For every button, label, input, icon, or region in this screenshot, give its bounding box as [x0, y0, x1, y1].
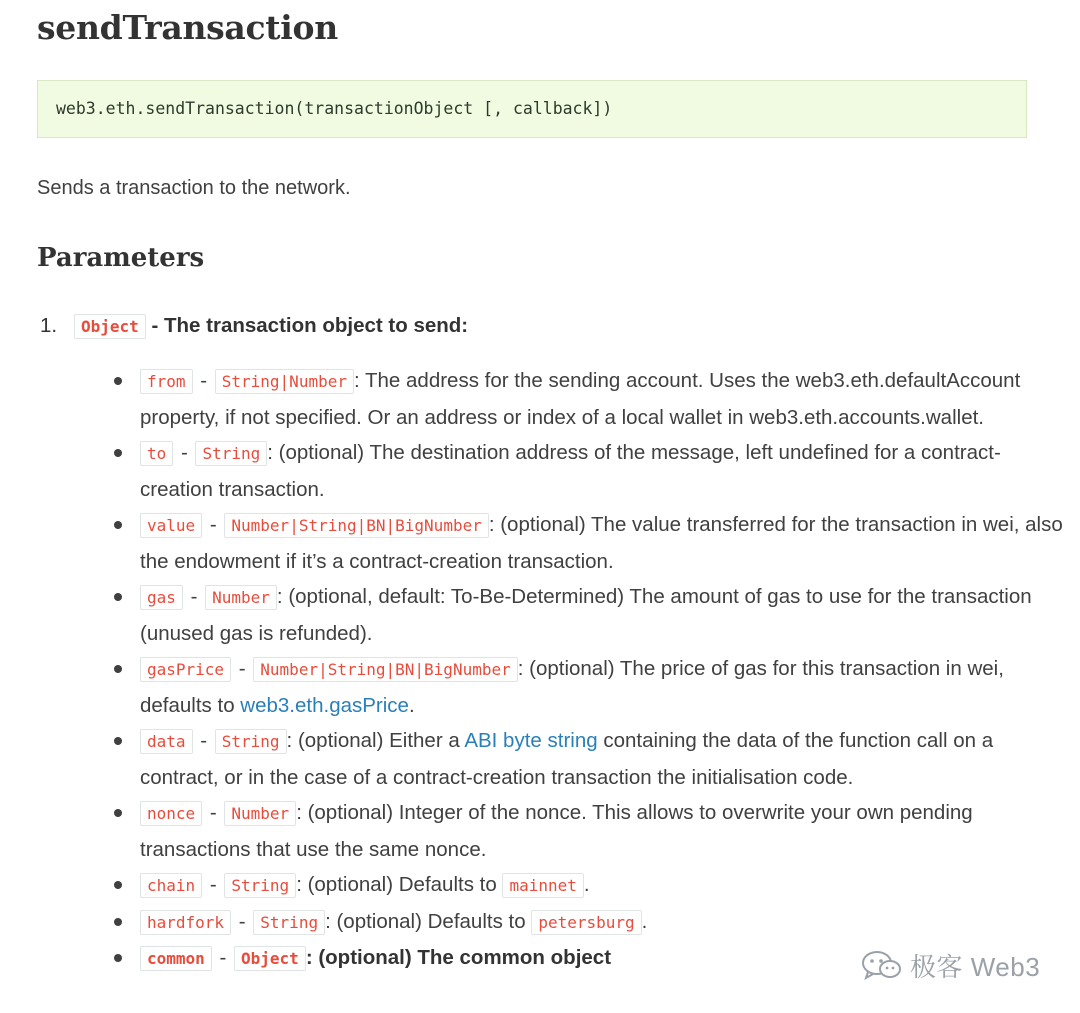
field-name: hardfork — [140, 910, 231, 935]
field-name: common — [140, 946, 212, 971]
field-type: Object — [234, 946, 306, 971]
field-description-end: . — [408, 693, 415, 717]
field-name: nonce — [140, 801, 202, 826]
bullet-icon — [114, 665, 122, 673]
parameter-type: Object — [74, 314, 146, 339]
field-description: : (optional) The common object — [305, 946, 612, 969]
separator: - — [233, 909, 252, 933]
field-description-end: . — [583, 873, 590, 896]
parameter-1 — [37, 310, 1029, 343]
separator: - — [175, 441, 194, 464]
bullet-icon — [114, 918, 122, 926]
separator: - — [194, 729, 213, 752]
bullet-icon — [114, 954, 122, 962]
default-value: mainnet — [502, 873, 583, 898]
transaction-fields-list — [140, 363, 1070, 977]
field-name: to — [140, 441, 173, 466]
field-description-end: containing the data of the function call on a contract, or in the case of a contract-creation transaction the initialisation code. — [140, 729, 994, 789]
field-link[interactable]: ABI byte string — [464, 729, 598, 752]
bullet-icon — [114, 377, 122, 385]
parameter-number: 1. — [40, 314, 58, 337]
bullet-icon — [114, 521, 122, 529]
method-description: Sends a transaction to the network. — [37, 177, 351, 199]
method-signature: web3.eth.sendTransaction(transactionObject [, callback]) — [37, 80, 1027, 138]
field-name: gas — [140, 585, 183, 610]
field-item-nonce — [140, 795, 1070, 867]
field-type: String|Number — [215, 369, 354, 394]
separator: - — [204, 801, 223, 824]
parameters-heading: Parameters — [37, 243, 205, 273]
field-description: : (optional) Either a — [286, 729, 465, 752]
field-description: : (optional, default: To-Be-Determined) The amount of gas to use for the transaction (unused gas is refunded). — [140, 585, 1032, 645]
field-name: from — [140, 369, 193, 394]
field-description: : The address for the sending account. Uses the web3.eth.defaultAccount property, if not specified. Or an address or index of a local wallet in web3.eth.accounts.wallet. — [140, 369, 1021, 429]
field-description-end: . — [641, 909, 648, 933]
field-item-gas — [140, 579, 1070, 651]
field-description: : (optional) The value transferred for the transaction in wei, also the endowment if it’s a contract-creation transaction. — [140, 513, 1063, 573]
field-item-from — [140, 363, 1070, 435]
bullet-icon — [114, 593, 122, 601]
bullet-icon — [114, 449, 122, 457]
field-link[interactable]: web3.eth.gasPrice — [240, 693, 409, 717]
field-description: : (optional) Defaults to — [296, 873, 503, 896]
field-type: String — [253, 910, 325, 935]
field-type: Number|String|BN|BigNumber — [253, 657, 517, 682]
field-name: chain — [140, 873, 202, 898]
field-item-data — [140, 723, 1070, 795]
watermark — [860, 945, 1040, 985]
page-title: sendTransaction — [37, 8, 338, 47]
field-item-to — [140, 435, 1070, 507]
field-name: value — [140, 513, 202, 538]
watermark-text: 极客 Web3 — [910, 951, 1041, 982]
separator: - — [194, 369, 213, 392]
field-type: Number — [224, 801, 296, 826]
field-item-value — [140, 507, 1070, 579]
separator: - — [204, 513, 223, 536]
field-description: : (optional) The price of gas for this transaction in wei, defaults to — [140, 657, 1004, 717]
field-type: Number — [205, 585, 277, 610]
wechat-icon — [860, 948, 904, 982]
field-item-chain — [140, 867, 1070, 904]
separator: - — [204, 873, 223, 896]
field-description: : (optional) Defaults to — [325, 909, 532, 933]
bullet-icon — [114, 737, 122, 745]
parameter-description: - The transaction object to send: — [145, 314, 469, 337]
field-description: : (optional) Integer of the nonce. This allows to overwrite your own pending transactions that use the same nonce. — [140, 801, 973, 861]
field-type: String — [224, 873, 296, 898]
separator: - — [213, 946, 233, 969]
separator: - — [233, 657, 252, 680]
bullet-icon — [114, 809, 122, 817]
field-name: data — [140, 729, 193, 754]
default-value: petersburg — [531, 910, 641, 935]
field-type: String — [215, 729, 287, 754]
field-name: gasPrice — [140, 657, 231, 682]
field-item-gasPrice — [140, 651, 1070, 723]
separator: - — [184, 585, 204, 608]
field-item-hardfork — [140, 904, 1070, 941]
field-type: Number|String|BN|BigNumber — [224, 513, 488, 538]
bullet-icon — [114, 881, 122, 889]
field-description: : (optional) The destination address of the message, left undefined for a contract-creation transaction. — [140, 441, 1001, 501]
field-type: String — [195, 441, 267, 466]
